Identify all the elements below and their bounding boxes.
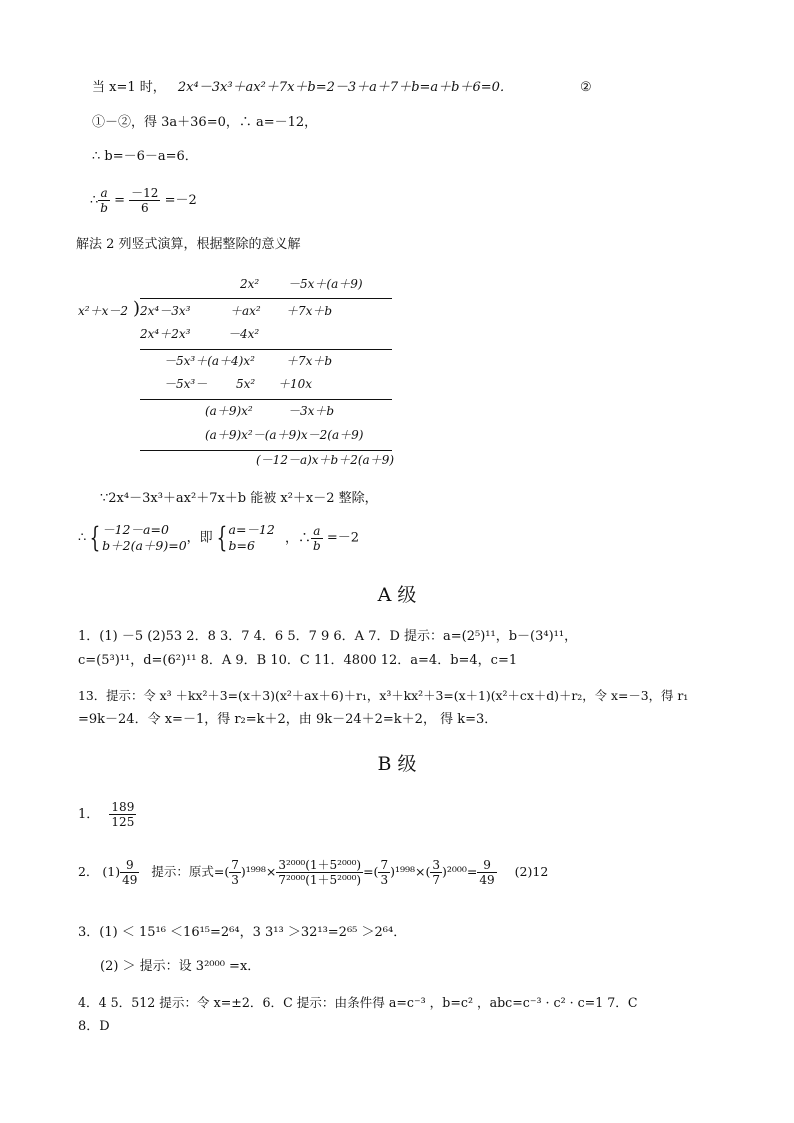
division-row-5: (a＋9)x²－(a＋9)x－2(a＋9) <box>205 428 364 442</box>
fraction-numerator: 3 <box>432 858 440 872</box>
system-1-eq-1: －12－a=0 <box>102 522 169 537</box>
fraction-numerator: 3²⁰⁰⁰(1＋5²⁰⁰⁰) <box>278 858 362 872</box>
fraction-denominator: 6 <box>140 201 149 215</box>
fraction-minus12-over-6 <box>129 186 160 215</box>
level-b-q2 <box>78 858 548 902</box>
dividend-term-3: ＋7x＋b <box>286 304 333 318</box>
quotient-term-1: 2x² <box>240 277 260 291</box>
fraction-denominator: 7²⁰⁰⁰(1＋5²⁰⁰⁰) <box>278 873 362 887</box>
fraction-denominator: 49 <box>479 873 495 887</box>
level-a-heading: A 级 <box>377 584 417 606</box>
division-row-3-b: 5x² <box>236 377 256 391</box>
system-line <box>78 522 359 562</box>
equation-line-3: ∴ b=－6－a=6． <box>92 149 198 164</box>
system-1-eq-2: b＋2(a＋9)=0 <box>102 538 187 553</box>
divisibility-statement: ∵2x⁴－3x³＋ax²＋7x＋b 能被 x²＋x－2 整除， <box>100 491 378 506</box>
level-b-q8: 8．D <box>78 1019 110 1034</box>
fraction-numerator: 7 <box>231 858 239 872</box>
level-b-q3: 3．(1) ＜ 15¹⁶ ＜16¹⁵=2⁶⁴，3 3¹³ ＞32¹³=2⁶⁵ ＞2⁶⁴． <box>78 925 407 940</box>
equation-line-1-body: 2x⁴－3x³＋ax²＋7x＋b=2－3＋a＋7＋b=a＋b＋6=0． <box>177 80 513 95</box>
division-row-4-b: －3x＋b <box>288 404 335 418</box>
level-a-row-2: c=(5³)¹¹，d=(6²)¹¹ 8．A 9．B 10．C 11．4800 12．a=4．b=4，c=1 <box>78 653 518 668</box>
q2-label: 2． (1) <box>78 864 121 879</box>
result-value: =－2 <box>326 530 359 546</box>
division-row-1-a: 2x⁴＋2x³ <box>140 327 191 341</box>
division-rule-1 <box>140 349 392 350</box>
q2-exp-3: )²⁰⁰⁰= <box>442 864 478 879</box>
q2-fraction-7-3 <box>229 858 241 887</box>
fraction-numerator: －12 <box>131 186 159 200</box>
fraction-numerator: 189 <box>111 800 135 814</box>
division-row-2-a: －5x³＋(a＋4)x² <box>164 354 255 368</box>
q2-equals: =( <box>363 864 379 879</box>
q2-big-fraction <box>276 858 363 887</box>
fraction-denominator: 125 <box>111 815 135 829</box>
q2-answer-fraction <box>120 858 139 887</box>
level-a-row-4: =9k－24．令 x=－1，得 r₂=k＋2，由 9k－24＋2=k＋2， 得 k=3． <box>78 712 498 727</box>
equation-system-2 <box>229 522 275 554</box>
level-b-q4-q7: 4．4 5．512 提示：令 x=±2．6．C 提示：由条件得 a=c⁻³ ，b=c² ，abc=c⁻³ · c² · c=1 7．C <box>78 995 638 1010</box>
fraction-numerator: 7 <box>380 858 389 872</box>
divisor: x²＋x－2 <box>78 304 128 318</box>
fraction-numerator: a <box>311 524 323 539</box>
left-brace: { <box>89 521 101 554</box>
fraction-numerator: 9 <box>477 858 496 873</box>
left-brace: { <box>216 521 227 554</box>
fraction-denominator: 3 <box>380 873 389 887</box>
division-row-3-c: ＋10x <box>278 377 313 391</box>
division-remainder: (－12－a)x＋b＋2(a＋9) <box>256 453 395 467</box>
division-top-bar <box>140 298 392 299</box>
level-a-row-3: 13．提示：令 x³ ＋kx²＋3=(x＋3)(x²＋ax＋6)＋r₁，x³＋kx²＋3=(x＋1)(x²＋cx＋d)＋r₂，令 x=－3，得 r₁ <box>78 688 689 703</box>
dividend-term-2: ＋ax² <box>230 304 261 318</box>
fraction-denominator: 7 <box>432 873 440 887</box>
equation-line-1 <box>92 79 513 97</box>
therefore-symbol: ∴ <box>78 530 87 546</box>
therefore-symbol: ∴ <box>90 193 99 208</box>
division-row-3-a: －5x³－ <box>164 377 208 391</box>
equals-sign: = <box>114 193 126 208</box>
dividend-term-1: 2x⁴－3x³ <box>140 304 191 318</box>
q2-fraction-7-3-b <box>378 858 390 887</box>
method-2-heading: 解法 2 列竖式演算，根据整除的意义解 <box>76 237 301 252</box>
fraction-numerator: 9 <box>120 858 139 873</box>
division-rule-2 <box>140 399 392 400</box>
fraction-numerator: a <box>98 186 110 201</box>
quotient-term-2: －5x＋(a＋9) <box>288 277 363 291</box>
that-is-text: ，即 <box>186 530 213 546</box>
equation-line-1-condition: 当 x=1 时， <box>92 80 166 95</box>
q1-fraction <box>109 800 136 829</box>
system-2-eq-2: b=6 <box>228 538 255 553</box>
equation-line-4 <box>90 186 197 215</box>
equation-line-2: ①－②，得 3a＋36=0，∴ a=－12， <box>92 115 318 130</box>
fraction-denominator: b <box>100 201 108 215</box>
division-row-4-a: (a＋9)x² <box>205 404 253 418</box>
division-bracket: ) <box>133 298 141 319</box>
therefore-symbol-2: ，∴ <box>284 530 311 546</box>
q2-exp-1: )¹⁹⁹⁸× <box>240 864 277 879</box>
level-b-heading: B 级 <box>377 753 417 775</box>
equation-system-1 <box>102 522 187 554</box>
level-b-q3-part-2: (2) ＞ 提示：设 3²⁰⁰⁰ =x． <box>100 959 261 974</box>
fraction-denominator: 3 <box>231 873 239 887</box>
q2-part-2: (2)12 <box>514 864 549 879</box>
level-a-row-1: 1．(1) －5 (2)53 2．8 3．7 4．6 5．7 9 6．A 7．D 提示：a=(2⁵)¹¹，b－(3⁴)¹¹， <box>78 629 578 644</box>
fraction-a-over-b <box>98 186 110 215</box>
q2-fraction-3-7 <box>430 858 442 887</box>
q1-label: 1． <box>78 807 100 822</box>
result-value: =－2 <box>164 193 197 208</box>
system-2-eq-1: a=－12 <box>228 522 275 537</box>
division-row-1-b: －4x² <box>228 327 260 341</box>
q2-exp-2: )¹⁹⁹⁸×( <box>390 864 431 879</box>
fraction-denominator: b <box>313 538 321 553</box>
fraction-denominator: 49 <box>122 873 138 887</box>
q2-hint: 提示：原式=( <box>151 864 230 879</box>
division-row-2-b: ＋7x＋b <box>286 354 333 368</box>
fraction-a-over-b <box>311 524 323 553</box>
equation-mark-2: ② <box>580 80 592 95</box>
q2-result-fraction <box>477 858 496 887</box>
level-b-q1 <box>78 800 136 836</box>
